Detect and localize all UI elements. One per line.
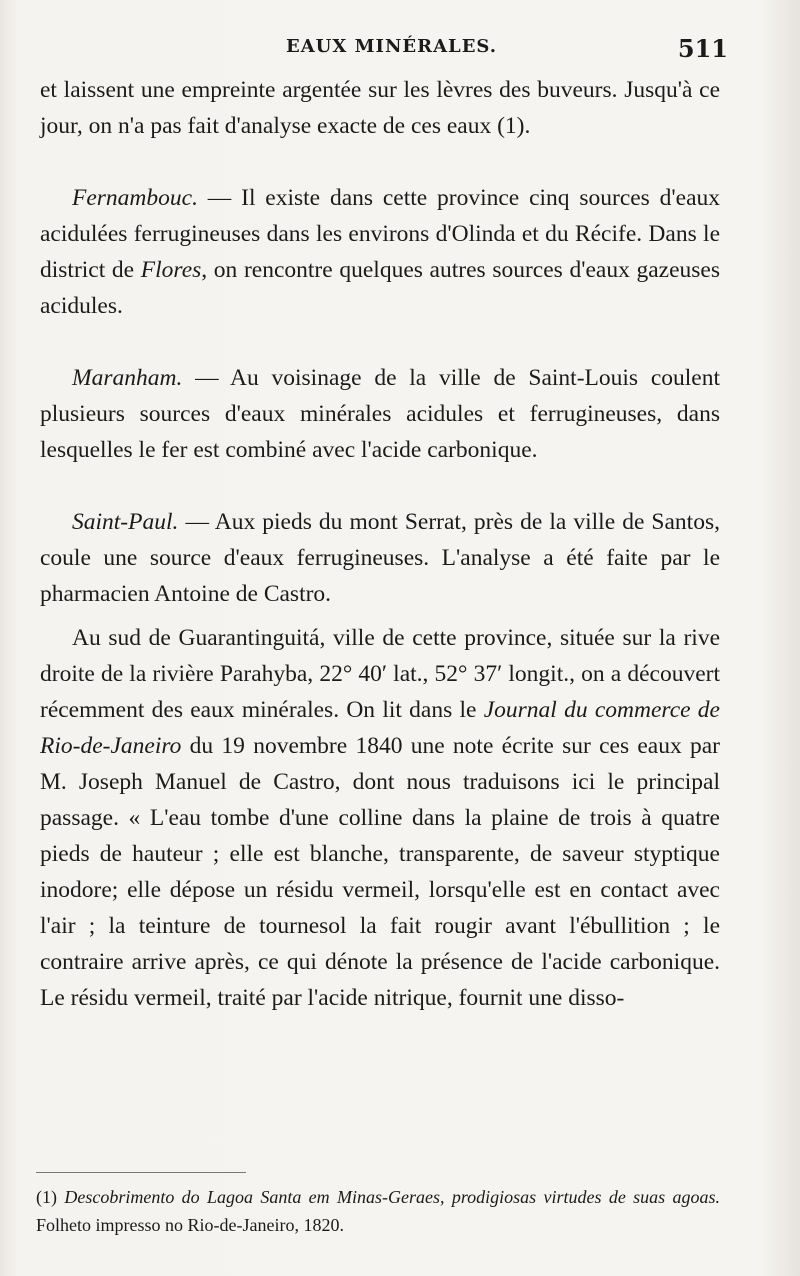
paragraph-text: , on rencontre quelques autres sources d'eaux gazeuses acidules.	[40, 257, 720, 319]
section-lead: Maranham.	[72, 365, 183, 391]
paragraph-text: — Au voisinage de la ville de Saint-Louis coulent plusieurs sources d'eaux minérales acidules et ferrugineuses, dans lesquelles le fer est combiné avec l'acide carbonique.	[40, 365, 720, 463]
paragraph-text: et laissent une empreinte argentée sur les lèvres des buveurs. Jusqu'à ce jour, on n'a pas fait d'analyse exacte de ces eaux (1).	[40, 77, 720, 139]
footnote	[36, 1183, 720, 1239]
footnote-marker: (1)	[36, 1187, 57, 1207]
main-text	[40, 72, 720, 1016]
footnote-text: Folheto impresso no Rio-de-Janeiro, 1820.	[36, 1215, 344, 1235]
place-name: Flores	[140, 257, 202, 283]
paragraph-guarantinguita	[40, 620, 720, 1016]
running-title: EAUX MINÉRALES.	[286, 36, 498, 57]
section-lead: Fernambouc.	[72, 185, 198, 211]
footnote-title: Descobrimento do Lagoa Santa em Minas-Geraes, prodigiosas virtudes de suas agoas.	[64, 1187, 720, 1207]
paragraph-fernambouc	[40, 180, 720, 324]
page-number: 511	[677, 34, 728, 63]
paragraph-text: — Il existe dans cette province cinq sources d'eaux acidulées ferrugineuses dans les environs d'Olinda et du Récife. Dans le district de	[40, 185, 720, 283]
paragraph	[40, 72, 720, 144]
paragraph-text: — Aux pieds du mont Serrat, près de la ville de Santos, coule une source d'eaux ferrugineuses. L'analyse a été faite par le pharmacien Antoine de Castro.	[40, 509, 720, 607]
section-lead: Saint-Paul.	[72, 509, 179, 535]
footnote-divider	[36, 1172, 246, 1173]
paragraph-maranham	[40, 360, 720, 468]
paragraph-saint-paul	[40, 504, 720, 612]
journal-title: Journal du commerce de Rio-de-Janeiro	[40, 697, 720, 759]
paragraph-text: du 19 novembre 1840 une note écrite sur ces eaux par M. Joseph Manuel de Castro, dont nous traduisons ici le principal passage. « L'eau tombe d'une colline dans la plaine de trois à quatre pieds de hauteur ; elle est blanche, transparente, de saveur styptique inodore; elle dépose un résidu vermeil, lorsqu'elle est en contact avec l'air ; la teinture de tournesol la fait rougir avant l'ébullition ; le contraire arrive après, ce qui dénote la présence de l'acide carbonique. Le résidu vermeil, traité par l'acide nitrique, fournit une disso-	[40, 733, 720, 1011]
paragraph-text: Au sud de Guarantinguitá, ville de cette province, située sur la rive droite de la rivière Parahyba, 22° 40′ lat., 52° 37′ longit., on a découvert récemment des eaux minérales. On lit dans le	[40, 625, 720, 723]
running-header	[40, 34, 728, 64]
